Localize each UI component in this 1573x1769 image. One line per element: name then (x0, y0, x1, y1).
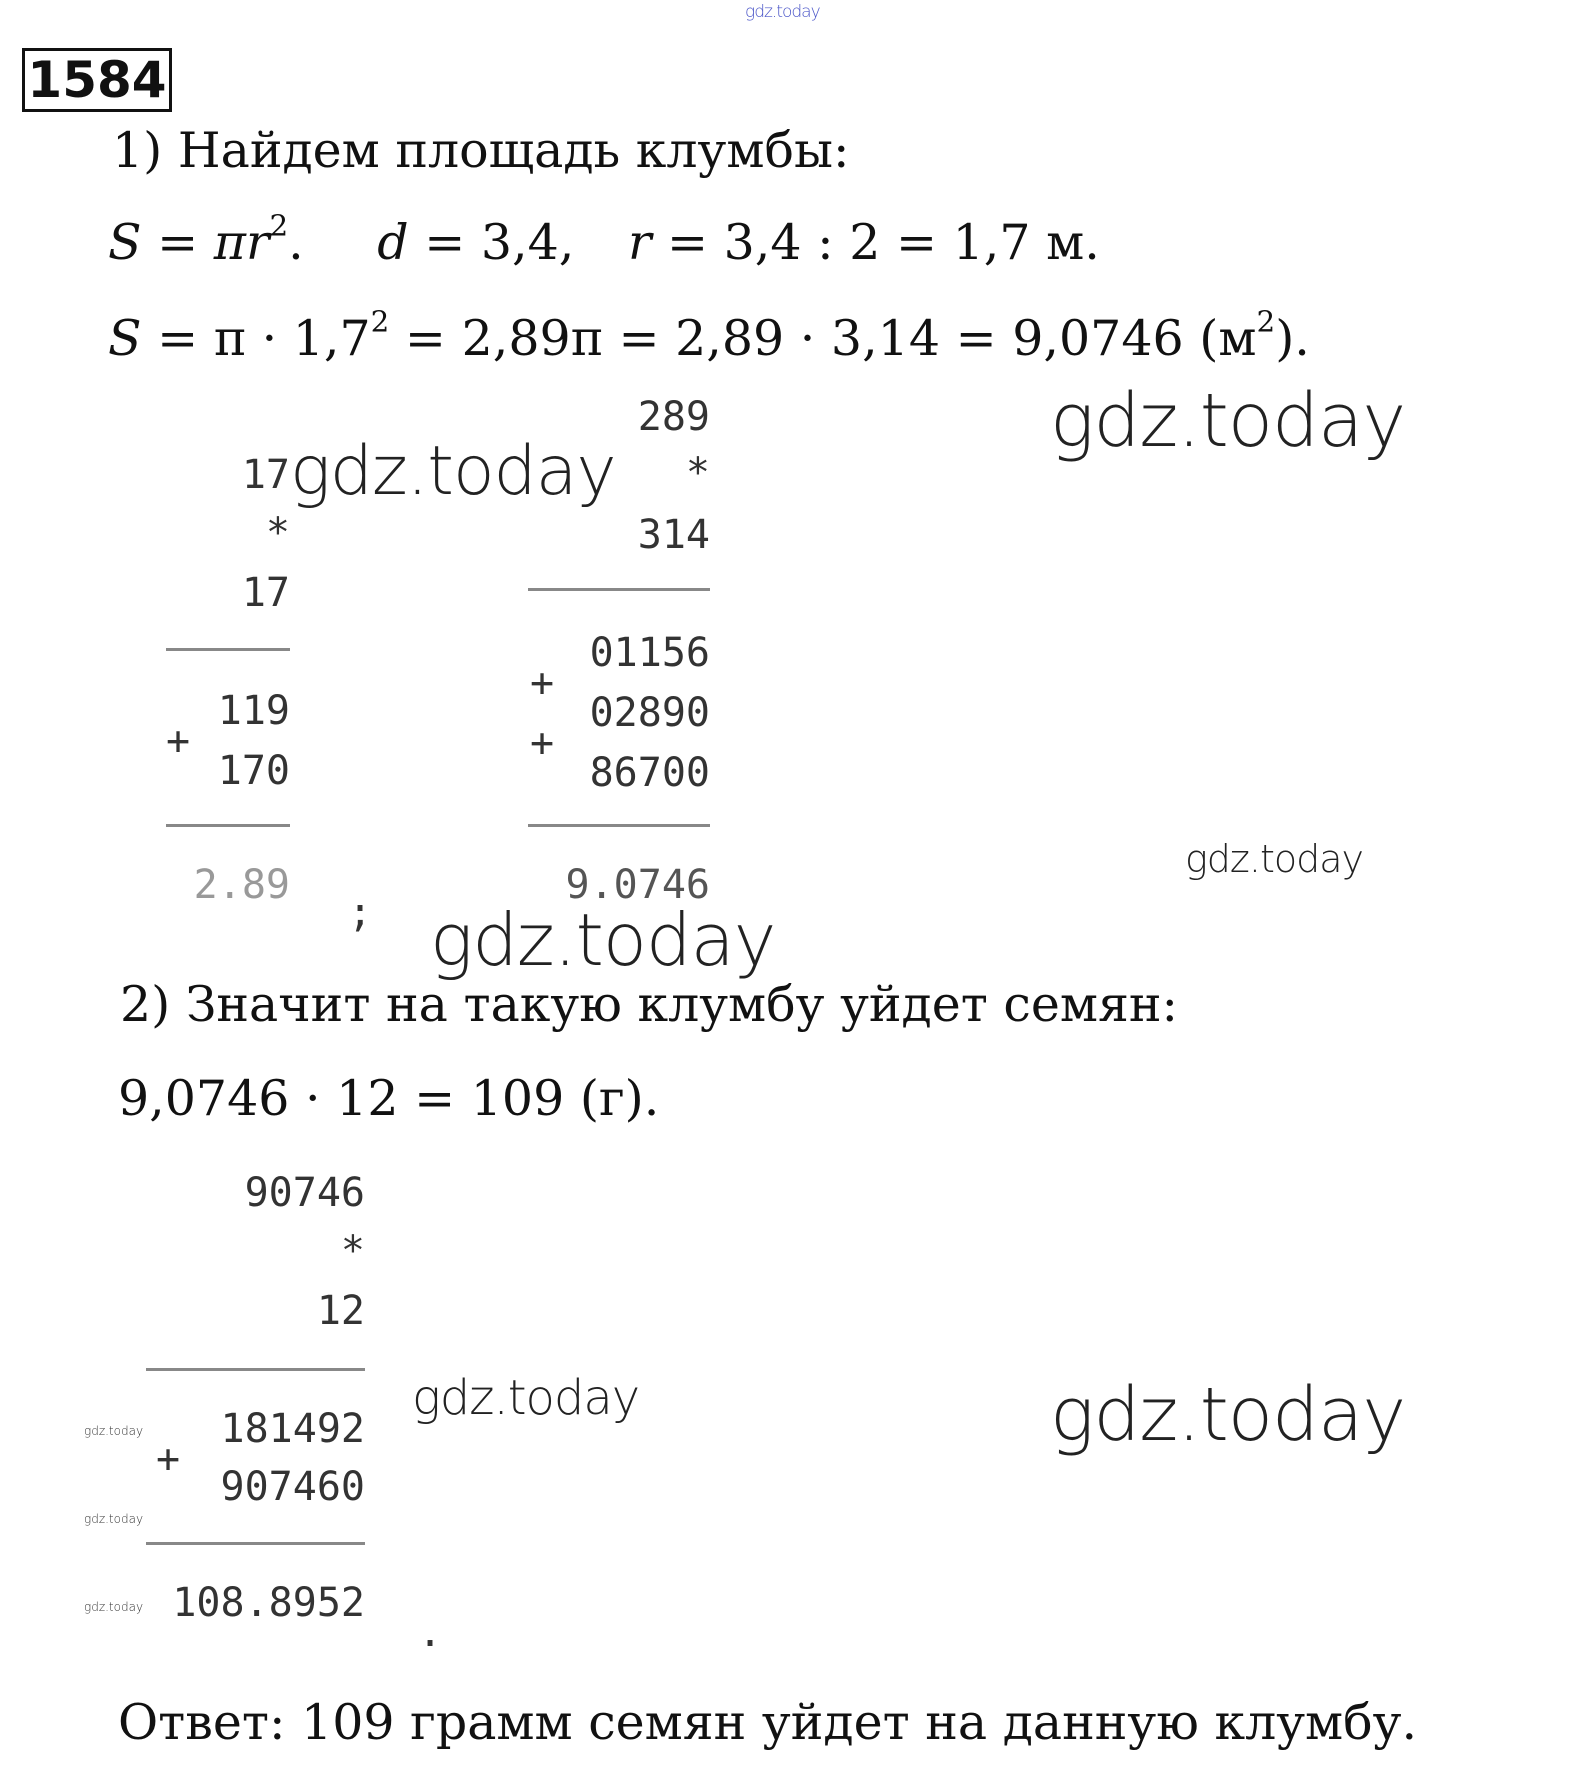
problem-number: 1584 (22, 48, 172, 112)
mult1-op: * (265, 510, 290, 556)
var-S: S (108, 214, 142, 271)
watermark-medium-2: gdz.today (412, 1370, 640, 1426)
mult1-after: ; (348, 890, 373, 936)
calc-part1: = π · 1,7 (141, 310, 371, 367)
mult2-plus1: + (530, 660, 555, 706)
watermark-medium-1: gdz.today (1185, 837, 1363, 881)
mult2-factor2: 314 (637, 512, 710, 558)
mult1-partial1: 119 (217, 688, 290, 734)
mult3-op: * (340, 1228, 365, 1274)
mult3-partial1: 181492 (220, 1406, 365, 1452)
mult2-op: * (685, 450, 710, 496)
mult2-rule2 (528, 824, 710, 827)
watermark-small-2: gdz.today (84, 1512, 144, 1526)
mult3-partial2: 907460 (220, 1464, 365, 1510)
pi-r: πr (213, 214, 270, 271)
mult2-partial2: 02890 (589, 690, 710, 736)
mult3-result: 108.8952 (172, 1580, 365, 1626)
mult2-plus2: + (530, 720, 555, 766)
var-d: d (377, 214, 409, 271)
mult3-rule1 (146, 1368, 365, 1371)
mult1-rule2 (166, 824, 290, 827)
mult2-partial1: 01156 (589, 630, 710, 676)
step2-calc: 9,0746 · 12 = 109 (г). (118, 1070, 660, 1127)
period: . (288, 214, 304, 271)
exp1: 2 (370, 304, 390, 339)
eq-sign: = (141, 214, 214, 271)
watermark-small-3: gdz.today (84, 1600, 144, 1614)
mult3-factor2: 12 (316, 1288, 365, 1334)
watermark-large-2: gdz.today (290, 432, 616, 511)
mult1-rule1 (166, 648, 290, 651)
mult2-partial3: 86700 (589, 750, 710, 796)
mult3-plus: + (156, 1436, 181, 1482)
mult3-after: . (418, 1610, 443, 1656)
mult3-factor1: 90746 (244, 1170, 365, 1216)
calc-part2: = 2,89π = 2,89 · 3,14 = 9,0746 (м (389, 310, 1257, 367)
mult1-factor1: 17 (241, 452, 290, 498)
watermark-large-3: gdz.today (430, 898, 776, 982)
step2-heading: 2) Значит на такую клумбу уйдет семян: (120, 976, 1179, 1033)
mult2-factor1: 289 (637, 394, 710, 440)
r-value: = 3,4 : 2 = 1,7 м. (651, 214, 1100, 271)
watermark-large-4: gdz.today (1050, 1372, 1406, 1458)
answer: Ответ: 109 грамм семян уйдет на данную клумбу. (118, 1694, 1418, 1751)
exp2: 2 (1256, 304, 1276, 339)
mult2-result: 9.0746 (565, 862, 710, 908)
mult2-rule1 (528, 588, 710, 591)
mult1-factor2: 17 (241, 570, 290, 616)
var-S: S (108, 310, 142, 367)
mult3-rule2 (146, 1542, 365, 1545)
step1-heading: 1) Найдем площадь клумбы: (112, 122, 850, 179)
mult1-plus: + (166, 718, 191, 764)
d-value: = 3,4, (408, 214, 575, 271)
mult1-partial2: 170 (217, 748, 290, 794)
watermark-large-1: gdz.today (1050, 378, 1406, 464)
watermark-top: gdz.today (745, 2, 820, 22)
step1-calc (108, 304, 1310, 367)
watermark-small-1: gdz.today (84, 1424, 144, 1438)
var-r: r (627, 214, 652, 271)
mult1-result: 2.89 (193, 862, 290, 908)
calc-part3: ). (1275, 310, 1310, 367)
step1-formula (108, 208, 1100, 271)
exp: 2 (269, 208, 289, 243)
